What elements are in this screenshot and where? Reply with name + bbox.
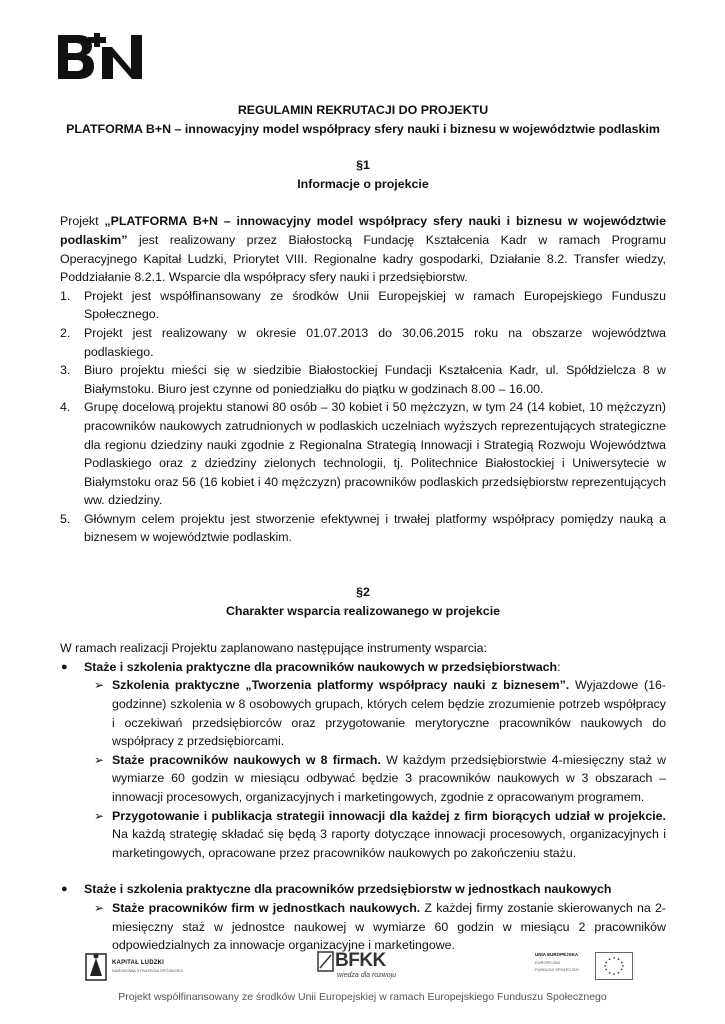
bfkk-logo — [317, 950, 397, 990]
list-item: 4. Grupę docelową projektu stanowi 80 osób – 30 kobiet i 50 mężczyzn, w tym 24 (14 kobiet, 10 mężczyzn) pracowników naukowych zatrudnionych w podlaskich uczelniach wyższych reprezentujących strategiczne dla regionu dziedziny nauki zgodnie z Regionalna Strategią Innowacji i Strategią Rozwoju Województwa Podlaskiego oraz z dziedziny zielonych technologii, tj. Politechnice Białostockiej i Uniwersytecie w Białymstoku oraz 56 (16 kobiet i 40 mężczyzn) pracowników podlaskich przedsiębiorstw reprezentujących ww. dziedziny. — [60, 400, 666, 508]
kl-subtitle: NARODOWA STRATEGIA SPÓJNOŚCI — [112, 968, 184, 973]
bullet-icon: ● — [61, 660, 68, 673]
intro-prefix: Projekt — [60, 214, 105, 229]
footer-text: Projekt współfinansowany ze środków Unii Europejskiej w ramach Europejskiego Funduszu Społecznego — [118, 991, 607, 1003]
bfkk-tagline: wiedza dla rozwoju — [337, 972, 397, 979]
section1-intro — [60, 212, 666, 286]
section2-intro: W ramach realizacji Projektu zaplanowano następujące instrumenty wsparcia: — [60, 641, 487, 656]
bfkk-name: BFKK — [335, 950, 386, 971]
eu-line1: UNIA EUROPEJSKA — [535, 952, 579, 957]
doc-title-line1: REGULAMIN REKRUTACJI DO PROJEKTU — [237, 103, 489, 117]
section2-number: §2 — [356, 585, 370, 600]
section2-title: Charakter wsparcia realizowanego w projekcie — [225, 603, 501, 618]
section1-list — [60, 287, 666, 547]
section1-number: §1 — [356, 158, 370, 173]
document-body — [60, 101, 666, 955]
list-item: 3. Biuro projektu mieści się w siedzibie Białostockiej Fundacji Kształcenia Kadr, ul. Spółdzielcza 8 w Białymstoku. Biuro jest czynne od poniedziałku do piątku w godzinach 8.00 – 16.00. — [60, 363, 666, 396]
list-item: 2. Projekt jest realizowany w okresie 01.07.2013 do 30.06.2015 roku na obszarze województwa podlaskiego. — [60, 325, 666, 359]
arrow-bullet-icon: ➢ — [94, 900, 105, 915]
bullet-item — [60, 880, 666, 899]
bn-logo-text: B+N — [58, 33, 60, 34]
arrow-bullet-icon: ➢ — [94, 678, 105, 693]
sub-item: ➢ Staże pracowników naukowych w 8 firmach. W każdym przedsiębiorstwie 4-miesięczny staż w wymiarze 60 godzin w miesiącu odbywać będzie 3 pracowników naukowych w 3 obszarach – innowacji procesowych, organizacyjnych i marketingowych, zgodnie z opracowanym programem. — [94, 752, 666, 804]
section1-title: Informacje o projekcie — [297, 176, 429, 191]
eu-line2: EUROPEJSKI — [535, 960, 561, 965]
list-item: 1. Projekt jest współfinansowany ze środków Unii Europejskiej w ramach Europejskiego Funduszu Społecznego. — [60, 288, 666, 322]
project-name: „PLATFORMA B+N – innowacyjny model współpracy sfery nauki i biznesu w województwie podlaskim” — [60, 214, 666, 247]
bn-logo — [58, 33, 144, 81]
intro-rest: jest realizowany przez Białostocką Fundację Kształcenia Kadr w ramach Programu Operacyjnego Kapitał Ludzki, Priorytet VIII. Regionalne kadry gospodarki, Działanie 8.2. Transfer wiedzy, Poddziałanie 8.2.1. Wsparcie dla współpracy sfery nauki i przedsiębiorstw. — [60, 232, 666, 285]
eu-line3: FUNDUSZ SPOŁECZNY — [535, 967, 580, 972]
bullet-icon: ● — [61, 883, 68, 896]
sub-item: ➢ Przygotowanie i publikacja strategii innowacji dla każdej z firm biorących udział w projekcie. Na każdą strategię składać się będą 3 raporty dotyczące innowacji procesowych, organizacyjnych i marketingowych, opracowane przez pracowników naukowych po zakończeniu stażu. — [94, 808, 666, 860]
eu-logo — [535, 952, 635, 982]
kapital-ludzki-logo — [84, 950, 204, 984]
list-item: 5. Głównym celem projektu jest stworzenie efektywnej i trwałej platformy współpracy pomiędzy nauką a biznesem w województwie podlaskim. — [60, 511, 666, 545]
bullet-item: ● Staże i szkolenia praktyczne dla pracowników naukowych w przedsiębiorstwach: — [60, 658, 666, 677]
section2-bullets-2 — [60, 880, 666, 899]
footer-logos — [0, 944, 725, 994]
arrow-bullet-icon: ➢ — [94, 752, 105, 767]
eu-flag-icon — [595, 952, 633, 980]
kl-title: KAPITAŁ LUDZKI — [112, 960, 165, 966]
doc-title-line2: PLATFORMA B+N – innowacyjny model współpracy sfery nauki i biznesu w województwie podlaskim — [66, 121, 660, 136]
bullet-title: Staże i szkolenia praktyczne dla pracowników naukowych w przedsiębiorstwach — [84, 659, 558, 674]
sub-item: ➢ Staże pracowników firm w jednostkach naukowych. Z każdej firmy zostanie skierowanych na 2-miesięczny staż w jednostce naukowej w wymiarze 60 godzin w miesiącu 2 pracowników odpowiedzialnych za innowacje organizacyjne i marketingowe. — [94, 900, 666, 953]
section2-bullets — [60, 658, 666, 677]
bullet1-sublist — [60, 676, 666, 862]
sub-item: ➢ Szkolenia praktyczne „Tworzenia platformy współpracy nauki z biznesem”. Wyjazdowe (16-godzinne) szkolenia w 8 osobowych grupach, których celem będzie zrozumienie potrzeb współpracy i oczekiwań przedsiębiorców oraz przygotowanie merytoryczne pracowników naukowych do współpracy z przedsiębiorcami. — [94, 678, 666, 749]
bullet-title: Staże i szkolenia praktyczne dla pracowników przedsiębiorstw w jednostkach naukowych — [84, 882, 612, 897]
arrow-bullet-icon: ➢ — [94, 808, 105, 823]
